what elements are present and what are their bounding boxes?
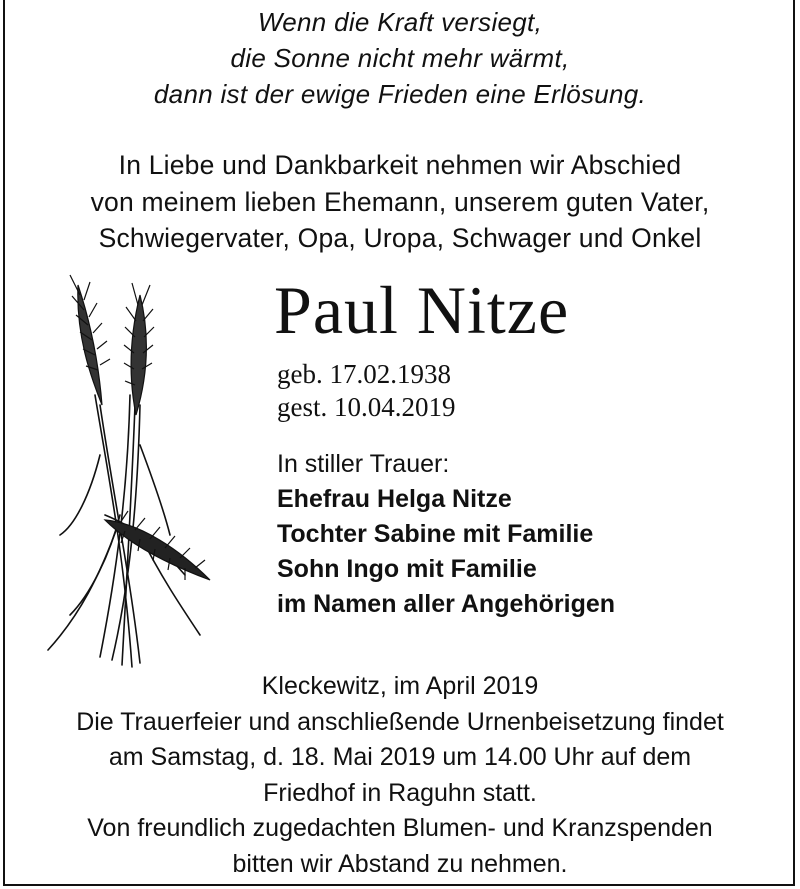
life-dates xyxy=(277,358,456,424)
flowers-note: bitten wir Abstand zu nehmen. xyxy=(232,849,568,878)
footer-text xyxy=(0,669,800,882)
mourner-name: Ehefrau Helga Nitze xyxy=(277,485,512,513)
place-date: Kleckewitz, im April 2019 xyxy=(261,672,539,700)
intro-line: von meinem lieben Ehemann, unserem guten Vater, xyxy=(90,186,710,217)
poem-line: Wenn die Kraft versiegt, xyxy=(257,7,543,37)
mourner-name: Sohn Ingo mit Familie xyxy=(277,555,537,583)
deceased-name: Paul Nitze xyxy=(274,272,570,348)
ceremony-line: Friedhof in Raguhn statt. xyxy=(263,778,537,807)
intro-line: In Liebe und Dankbarkeit nehmen wir Abschied xyxy=(118,150,682,180)
mourners-block xyxy=(277,447,615,622)
ceremony-line: Die Trauerfeier und anschließende Urnenbeisetzung findet xyxy=(76,707,724,736)
wheat-ears-icon xyxy=(40,255,240,675)
birth-date: geb. 17.02.1938 xyxy=(277,359,451,389)
mourner-name: im Namen aller Angehörigen xyxy=(277,590,616,618)
ceremony-line: am Samstag, d. 18. Mai 2019 um 14.00 Uhr auf dem xyxy=(108,743,692,771)
flowers-note: Von freundlich zugedachten Blumen- und Kranzspenden xyxy=(87,814,713,842)
poem-line: die Sonne nicht mehr wärmt, xyxy=(230,43,570,73)
poem-line: dann ist der ewige Frieden eine Erlösung. xyxy=(153,79,647,109)
intro-line: Schwiegervater, Opa, Uropa, Schwager und Onkel xyxy=(98,223,702,253)
poem xyxy=(0,4,800,112)
death-date: gest. 10.04.2019 xyxy=(277,392,456,422)
intro-text xyxy=(0,147,800,257)
mourners-heading: In stiller Trauer: xyxy=(277,450,450,478)
mourner-name: Tochter Sabine mit Familie xyxy=(277,520,594,548)
